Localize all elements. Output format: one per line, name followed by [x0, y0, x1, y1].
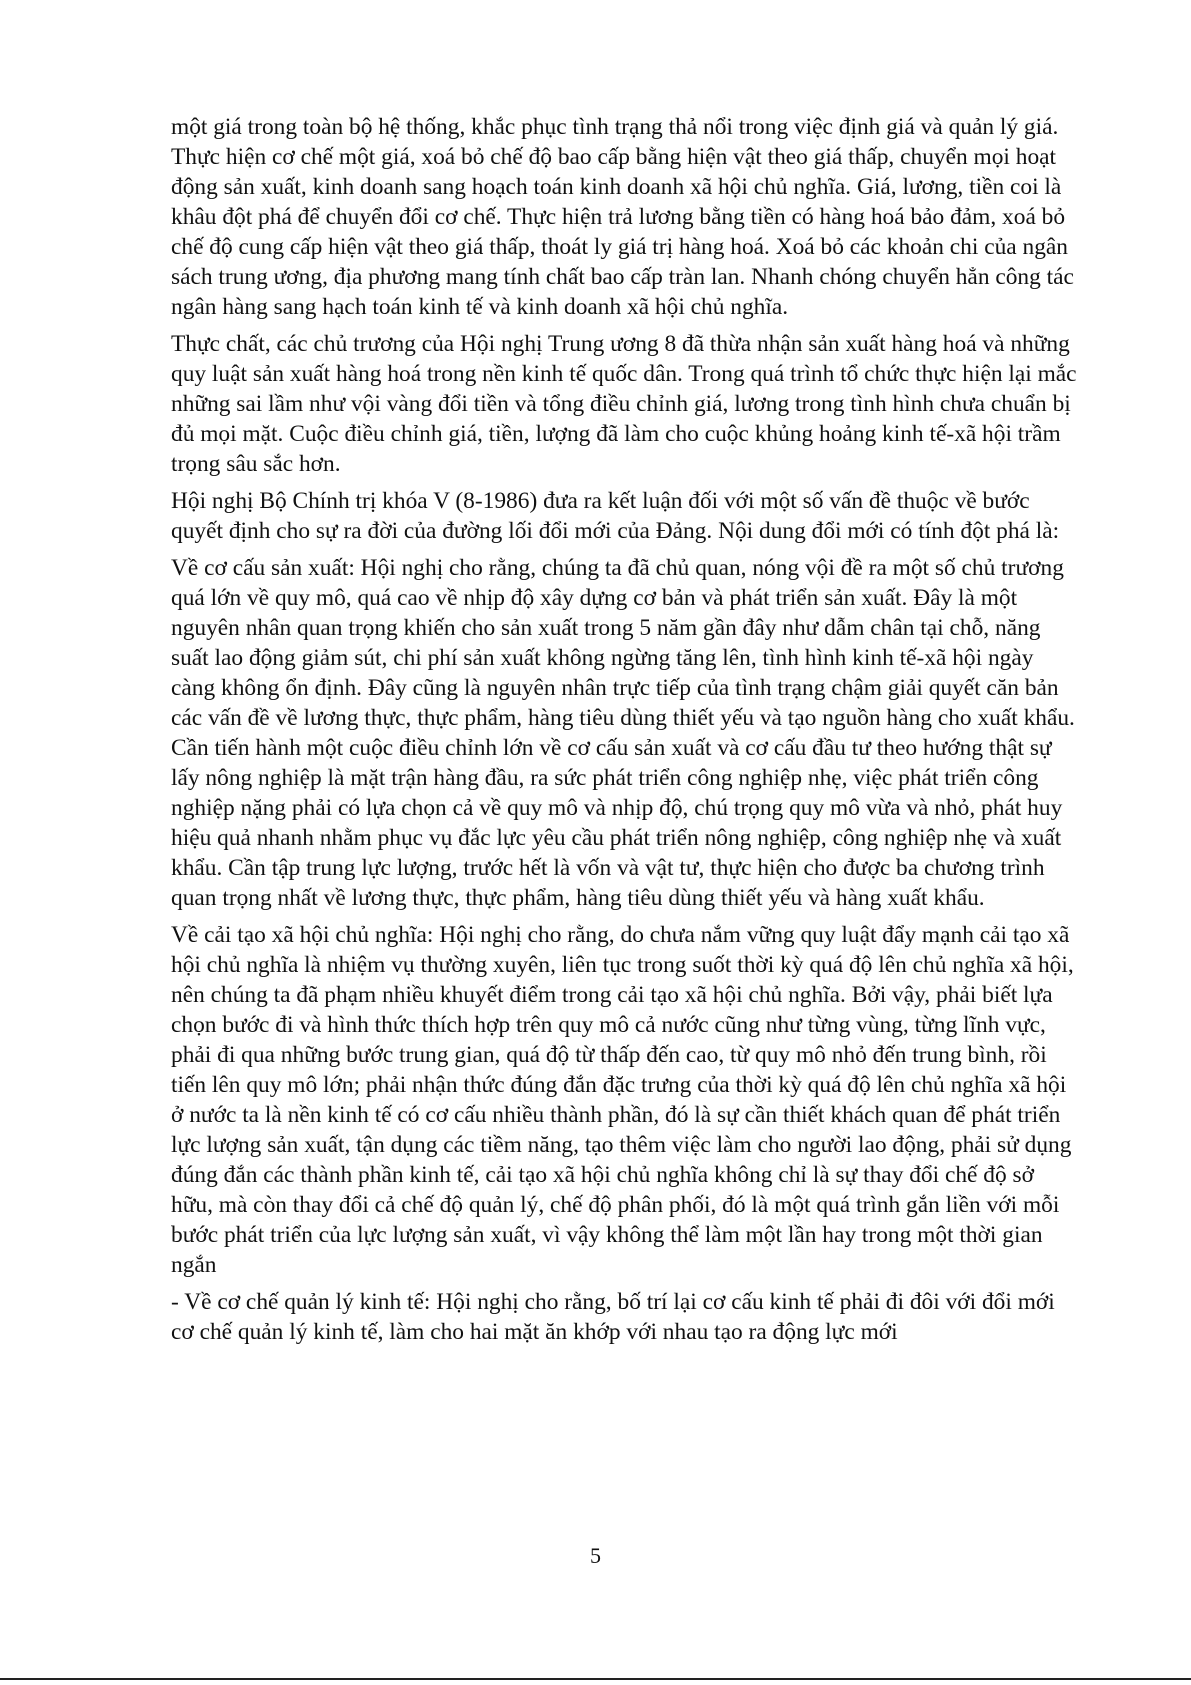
document-body — [171, 112, 1079, 1354]
paragraph-central-conference-8: Thực chất, các chủ trương của Hội nghị Trung ương 8 đã thừa nhận sản xuất hàng hoá và những quy luật sản xuất hàng hoá trong nền kinh tế quốc dân. Trong quá trình tổ chức thực hiện lại mắc những sai lầm như vội vàng đổi tiền và tổng điều chỉnh giá, lương trong tình hình chưa chuẩn bị đủ mọi mặt. Cuộc điều chỉnh giá, tiền, lượng đã làm cho cuộc khủng hoảng kinh tế-xã hội trầm trọng sâu sắc hơn. — [171, 331, 1077, 477]
bottom-divider — [0, 1678, 1191, 1680]
paragraph-economic-management: - Về cơ chế quản lý kinh tế: Hội nghị cho rằng, bố trí lại cơ cấu kinh tế phải đi đôi với đổi mới cơ chế quản lý kinh tế, làm cho hai mặt ăn khớp với nhau tạo ra động lực mới — [171, 1289, 1055, 1345]
page-number: 5 — [590, 1543, 601, 1568]
paragraph-politburo-conclusion: Hội nghị Bộ Chính trị khóa V (8-1986) đưa ra kết luận đối với một số vấn đề thuộc về bước quyết định cho sự ra đời của đường lối đổi mới của Đảng. Nội dung đổi mới có tính đột phá là: — [171, 488, 1060, 544]
paragraph-production-structure: Về cơ cấu sản xuất: Hội nghị cho rằng, chúng ta đã chủ quan, nóng vội đề ra một số chủ trương quá lớn về quy mô, quá cao về nhịp độ xây dựng cơ bản và phát triển sản xuất. Đây là một nguyên nhân quan trọng khiến cho sản xuất trong 5 năm gần đây như dẫm chân tại chỗ, năng suất lao động giảm sút, chi phí sản xuất không ngừng tăng lên, tình hình kinh tế-xã hội ngày càng không ổn định. Đây cũng là nguyên nhân trực tiếp của tình trạng chậm giải quyết căn bản các vấn đề về lương thực, thực phẩm, hàng tiêu dùng thiết yếu và tạo nguồn hàng cho xuất khẩu. Cần tiến hành một cuộc điều chỉnh lớn về cơ cấu sản xuất và cơ cấu đầu tư theo hướng thật sự lấy nông nghiệp là mặt trận hàng đầu, ra sức phát triển công nghiệp nhẹ, việc phát triển công nghiệp nặng phải có lựa chọn cả về quy mô và nhịp độ, chú trọng quy mô vừa và nhỏ, phát huy hiệu quả nhanh nhằm phục vụ đắc lực yêu cầu phát triển nông nghiệp, công nghiệp nhẹ và xuất khẩu. Cần tập trung lực lượng, trước hết là vốn và vật tư, thực hiện cho được ba chương trình quan trọng nhất về lương thực, thực phẩm, hàng tiêu dùng thiết yếu và hàng xuất khẩu. — [171, 555, 1075, 911]
paragraph-socialist-transformation: Về cải tạo xã hội chủ nghĩa: Hội nghị cho rằng, do chưa nắm vững quy luật đẩy mạnh cải tạo xã hội chủ nghĩa là nhiệm vụ thường xuyên, liên tục trong suốt thời kỳ quá độ lên chủ nghĩa xã hội, nên chúng ta đã phạm nhiều khuyết điểm trong cải tạo xã hội chủ nghĩa. Bởi vậy, phải biết lựa chọn bước đi và hình thức thích hợp trên quy mô cả nước cũng như từng vùng, từng lĩnh vực, phải đi qua những bước trung gian, quá độ từ thấp đến cao, từ quy mô nhỏ đến trung bình, rồi tiến lên quy mô lớn; phải nhận thức đúng đắn đặc trưng của thời kỳ quá độ lên chủ nghĩa xã hội ở nước ta là nền kinh tế có cơ cấu nhiều thành phần, đó là sự cần thiết khách quan để phát triển lực lượng sản xuất, tận dụng các tiềm năng, tạo thêm việc làm cho người lao động, phải sử dụng đúng đắn các thành phần kinh tế, cải tạo xã hội chủ nghĩa không chỉ là sự thay đổi chế độ sở hữu, mà còn thay đổi cả chế độ quản lý, chế độ phân phối, đó là một quá trình gắn liền với mỗi bước phát triển của lực lượng sản xuất, vì vậy không thể làm một lần hay trong một thời gian ngắn — [171, 922, 1074, 1278]
paragraph-price-mechanism: một giá trong toàn bộ hệ thống, khắc phục tình trạng thả nổi trong việc định giá và quản lý giá. Thực hiện cơ chế một giá, xoá bỏ chế độ bao cấp bằng hiện vật theo giá thấp, chuyển mọi hoạt động sản xuất, kinh doanh sang hoạch toán kinh doanh xã hội chủ nghĩa. Giá, lương, tiền coi là khâu đột phá để chuyển đổi cơ chế. Thực hiện trả lương bằng tiền có hàng hoá bảo đảm, xoá bỏ chế độ cung cấp hiện vật theo giá thấp, thoát ly giá trị hàng hoá. Xoá bỏ các khoản chi của ngân sách trung ương, địa phương mang tính chất bao cấp tràn lan. Nhanh chóng chuyển hẳn công tác ngân hàng sang hạch toán kinh tế và kinh doanh xã hội chủ nghĩa. — [171, 114, 1074, 320]
